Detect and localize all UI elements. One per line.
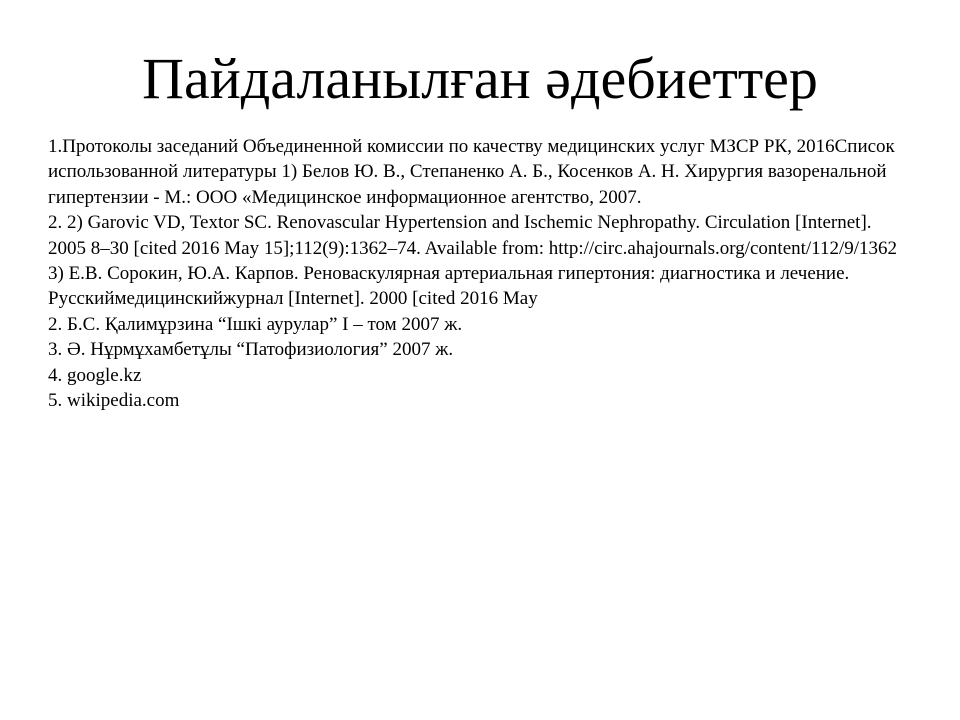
reference-item-2: 2. 2) Garovic VD, Textor SC. Renovascular Hypertension and Ischemic Nephropathy. Circulation [Internet]. 2005 8–30 [cited 2016 May 15];112(9):1362–74. Available from: http://circ.ahajournals.org/content/112/9/1362 3) Е.В. Сорокин, Ю.А. Карпов. Реноваскулярная артериальная гипертония: диагностика и лечение. Русскиймедицинскийжурнал [Internet]. 2000 [cited 2016 May xyxy=(48,212,898,310)
reference-item-6: 5. wikipedia.com xyxy=(48,390,180,412)
reference-item-3: 2. Б.С. Қалимұрзина “Ішкі аурулар” І – том 2007 ж. xyxy=(48,313,463,335)
reference-item-1: 1.Протоколы заседаний Объединенной комиссии по качеству медицинских услуг МЗСР РК, 2016Список использованной литературы 1) Белов Ю. В., Степаненко А. Б., Косенков А. Н. Хирургия вазоренальной гипертензии - М.: ООО «Медицинское информационное агентство, 2007. xyxy=(48,136,895,208)
references-list xyxy=(48,134,914,413)
reference-item-4: 3. Ә. Нұрмұхамбетұлы “Патофизиология” 2007 ж. xyxy=(48,339,454,361)
slide-title: Пайдаланылған әдебиеттер xyxy=(142,46,818,111)
reference-item-5: 4. google.kz xyxy=(48,364,142,386)
